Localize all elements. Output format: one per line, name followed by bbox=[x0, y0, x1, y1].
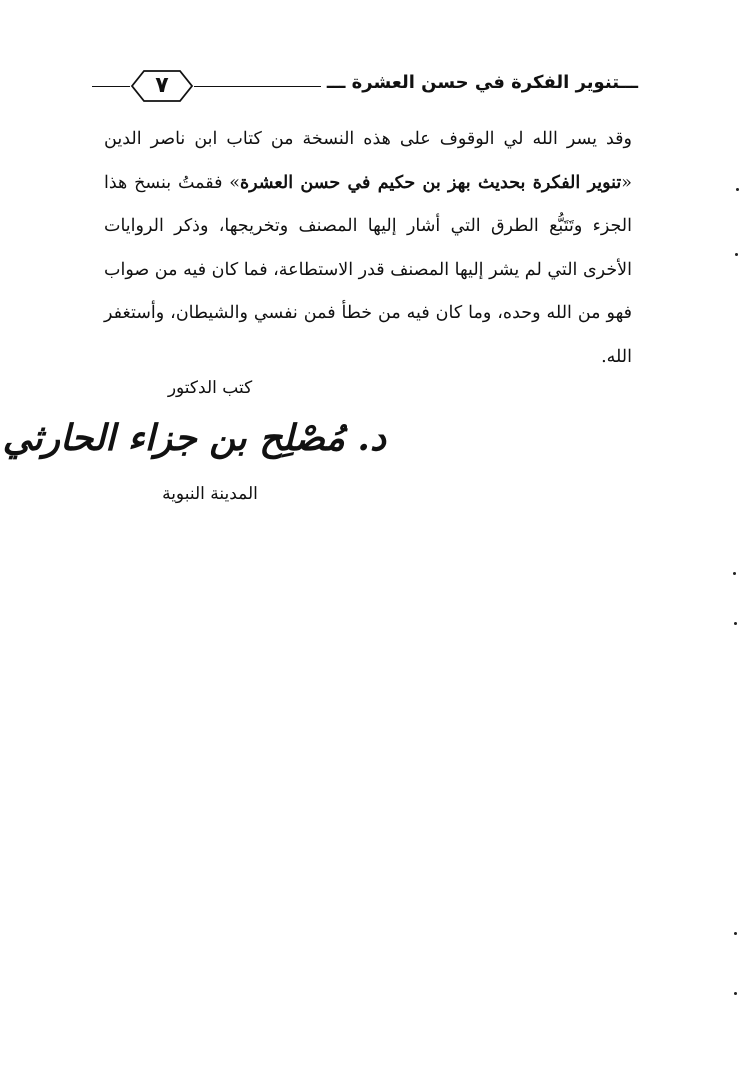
page-number: ٧ bbox=[155, 73, 169, 98]
scan-speck bbox=[733, 572, 736, 575]
scan-speck bbox=[735, 253, 738, 256]
running-header bbox=[92, 64, 638, 104]
author-signature: د. مُصْلِح بن جزاء الحارثي bbox=[2, 417, 386, 459]
page-number-badge bbox=[130, 68, 194, 104]
header-rule-left bbox=[92, 86, 130, 87]
signature-place: المدينة النبوية bbox=[162, 484, 258, 504]
body-text-segment: » فقمتُ بنسخ هذا الجزء وتَتَبُّع الطرق التي أشار إليها المصنف وتخريجها، وذكر الروايات الأخرى التي لم يشر إليها المصنف قدر الاستطاعة، فما كان فيه من صواب فهو من الله وحده، وما كان فيه من خطأ فمن نفسي والشيطان، وأستغفر الله. bbox=[104, 172, 632, 367]
scan-speck bbox=[734, 622, 737, 625]
body-paragraph bbox=[104, 118, 632, 379]
running-title: ـــتنوير الفكرة في حسن العشرة ـــ bbox=[321, 72, 638, 93]
body-text-segment: وقد يسر الله لي الوقوف على هذه النسخة من كتاب ابن ناصر الدين « bbox=[104, 129, 633, 193]
scan-speck bbox=[734, 992, 737, 995]
scan-speck bbox=[736, 188, 739, 191]
scan-speck bbox=[734, 932, 737, 935]
book-title-bold: تنوير الفكرة بحديث بهز بن حكيم في حسن العشرة bbox=[239, 172, 622, 193]
signature-intro: كتب الدكتور bbox=[167, 378, 253, 398]
